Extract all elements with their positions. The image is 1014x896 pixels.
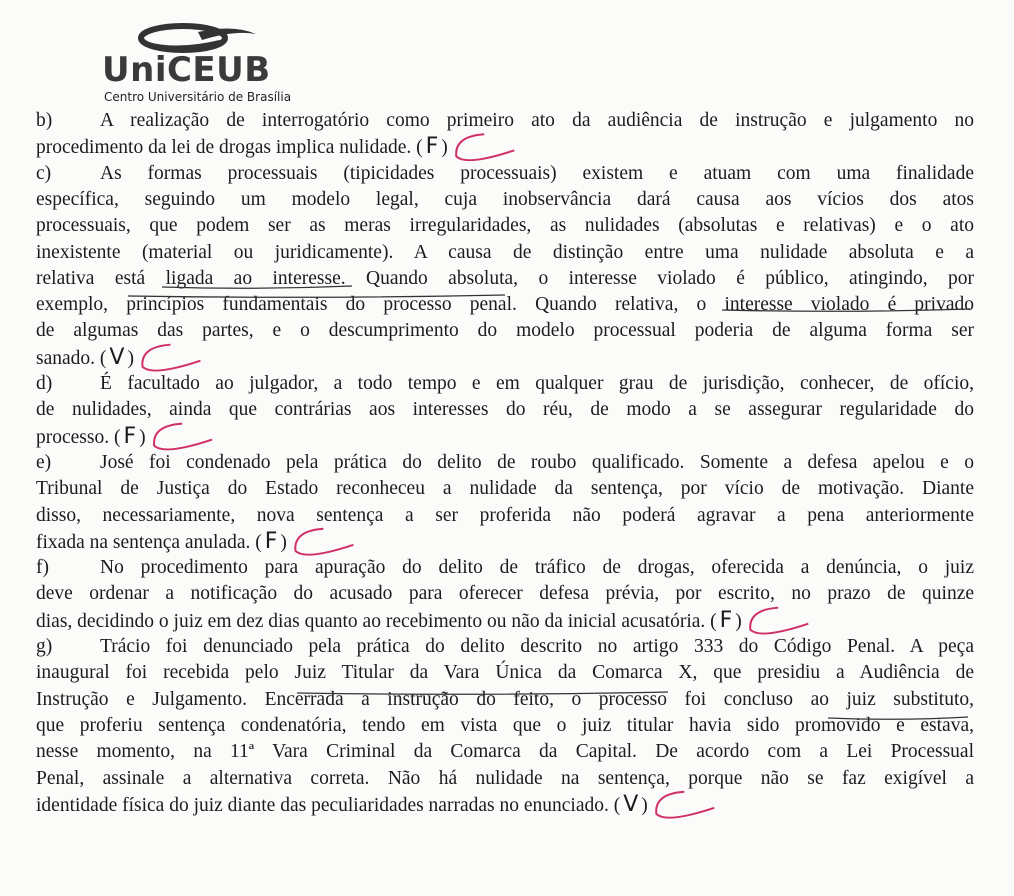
- answer-close-paren: ): [139, 426, 146, 448]
- answer-close-paren: ): [127, 347, 134, 369]
- item-label: b): [36, 110, 53, 131]
- text-line: [36, 503, 974, 529]
- text-line: [36, 371, 974, 397]
- item-label: g): [36, 636, 53, 657]
- line-text: exemplo, princípios fundamentais do processo penal. Quando relativa, o interesse violado é privado: [36, 294, 974, 316]
- line-text: A realização de interrogatório como primeiro ato da audiência de instrução e julgamento no: [100, 110, 974, 131]
- text-line: [36, 240, 974, 266]
- answer-close-paren: ): [641, 794, 648, 816]
- line-text: As formas processuais (tipicidades processuais) existem e atuam com uma finalidade: [100, 162, 974, 184]
- line-text: Penal, assinale a alternativa correta. Não há nulidade na sentença, porque não se faz exigível a: [36, 767, 974, 789]
- text-line: [36, 529, 974, 555]
- line-text: identidade física do juiz diante das peculiaridades narradas no enunciado. (: [36, 794, 621, 816]
- line-text: sanado. (: [36, 347, 107, 369]
- line-text: No procedimento para apuração do delito de tráfico de drogas, oferecida a denúncia, o juiz: [100, 557, 974, 579]
- answer-mark: F: [719, 607, 733, 633]
- text-line: [36, 634, 974, 660]
- text-line: [36, 134, 974, 160]
- line-text: processuais, que podem ser as meras irregularidades, as nulidades (absolutas e relativas) e o ato: [36, 215, 974, 237]
- text-line: [36, 108, 974, 134]
- logo-subtitle: Centro Universitário de Brasília: [104, 90, 292, 104]
- line-text: nesse momento, na 11ª Vara Criminal da Comarca da Capital. De acordo com a Lei Processual: [36, 741, 974, 763]
- line-text: Instrução e Julgamento. Encerrada a instrução do feito, o processo foi concluso ao juiz substituto,: [36, 688, 974, 710]
- answer-mark: F: [123, 423, 137, 449]
- answer-mark: F: [264, 528, 278, 554]
- answer-mark: V: [623, 791, 639, 817]
- item-label: c): [36, 162, 52, 184]
- text-line: [36, 766, 974, 792]
- line-text: de nulidades, ainda que contrárias aos interesses do réu, de modo a se assegurar regularidade do: [36, 399, 974, 421]
- line-text: deve ordenar a notificação do acusado para oferecer defesa prévia, por escrito, no prazo de quinze: [36, 583, 974, 605]
- line-text: inaugural foi recebida pelo Juiz Titular da Vara Única da Comarca X, que presidiu a Audiência de: [36, 662, 974, 684]
- text-line: [36, 318, 974, 344]
- line-text: fixada na sentença anulada. (: [36, 531, 262, 553]
- text-line: [36, 713, 974, 739]
- item-label: e): [36, 451, 52, 473]
- line-text: processo. (: [36, 426, 121, 448]
- line-text: disso, necessariamente, nova sentença a ser proferida não poderá agravar a pena anteriormente: [36, 504, 974, 526]
- answer-mark: V: [109, 344, 125, 370]
- text-line: [36, 608, 974, 634]
- text-line: [36, 292, 974, 318]
- answer-close-paren: ): [441, 137, 448, 159]
- text-line: [36, 450, 974, 476]
- text-line: [36, 424, 974, 450]
- text-line: [36, 187, 974, 213]
- text-line: [36, 792, 974, 818]
- line-text: relativa está ligada ao interesse. Quando absoluta, o interesse violado é público, atingindo, por: [36, 267, 974, 289]
- text-line: [36, 581, 974, 607]
- text-line: [36, 687, 974, 713]
- line-text: inexistente (material ou juridicamente). A causa de distinção entre uma nulidade absoluta e a: [36, 241, 974, 263]
- text-line: [36, 739, 974, 765]
- line-text: que proferiu sentença condenatória, tendo em vista que o juiz titular havia sido promovido e estava,: [36, 714, 974, 736]
- text-line: [36, 660, 974, 686]
- line-text: José foi condenado pela prática do delito de roubo qualificado. Somente a defesa apelou e o: [100, 451, 974, 473]
- item-label: d): [36, 373, 53, 394]
- line-text: de algumas das partes, e o descumprimento do modelo processual poderia de alguma forma ser: [36, 320, 974, 342]
- answer-mark: F: [425, 134, 439, 160]
- item-label: f): [36, 557, 49, 579]
- text-line: [36, 213, 974, 239]
- text-line: [36, 397, 974, 423]
- answer-close-paren: ): [280, 531, 287, 553]
- text-line: [36, 555, 974, 581]
- line-text: dias, decidindo o juiz em dez dias quanto ao recebimento ou não da inicial acusatória. (: [36, 610, 717, 632]
- line-text: Tribunal de Justiça do Estado reconheceu a nulidade da sentença, por vício de motivação. Diante: [36, 478, 974, 500]
- text-line: [36, 345, 974, 371]
- uniceub-logo: [100, 22, 320, 112]
- text-line: [36, 476, 974, 502]
- logo-brand: UniCEUB: [102, 50, 271, 90]
- text-line: [36, 161, 974, 187]
- line-text: É facultado ao julgador, a todo tempo e em qualquer grau de jurisdição, conhecer, de ofício,: [100, 373, 974, 394]
- line-text: procedimento da lei de drogas implica nulidade. (: [36, 137, 423, 159]
- line-text: específica, seguindo um modelo legal, cuja inobservância dará causa aos vícios dos atos: [36, 188, 974, 210]
- answer-close-paren: ): [735, 610, 742, 632]
- text-line: [36, 266, 974, 292]
- line-text: Trácio foi denunciado pela prática do delito descrito no artigo 333 do Código Penal. A peça: [100, 636, 974, 657]
